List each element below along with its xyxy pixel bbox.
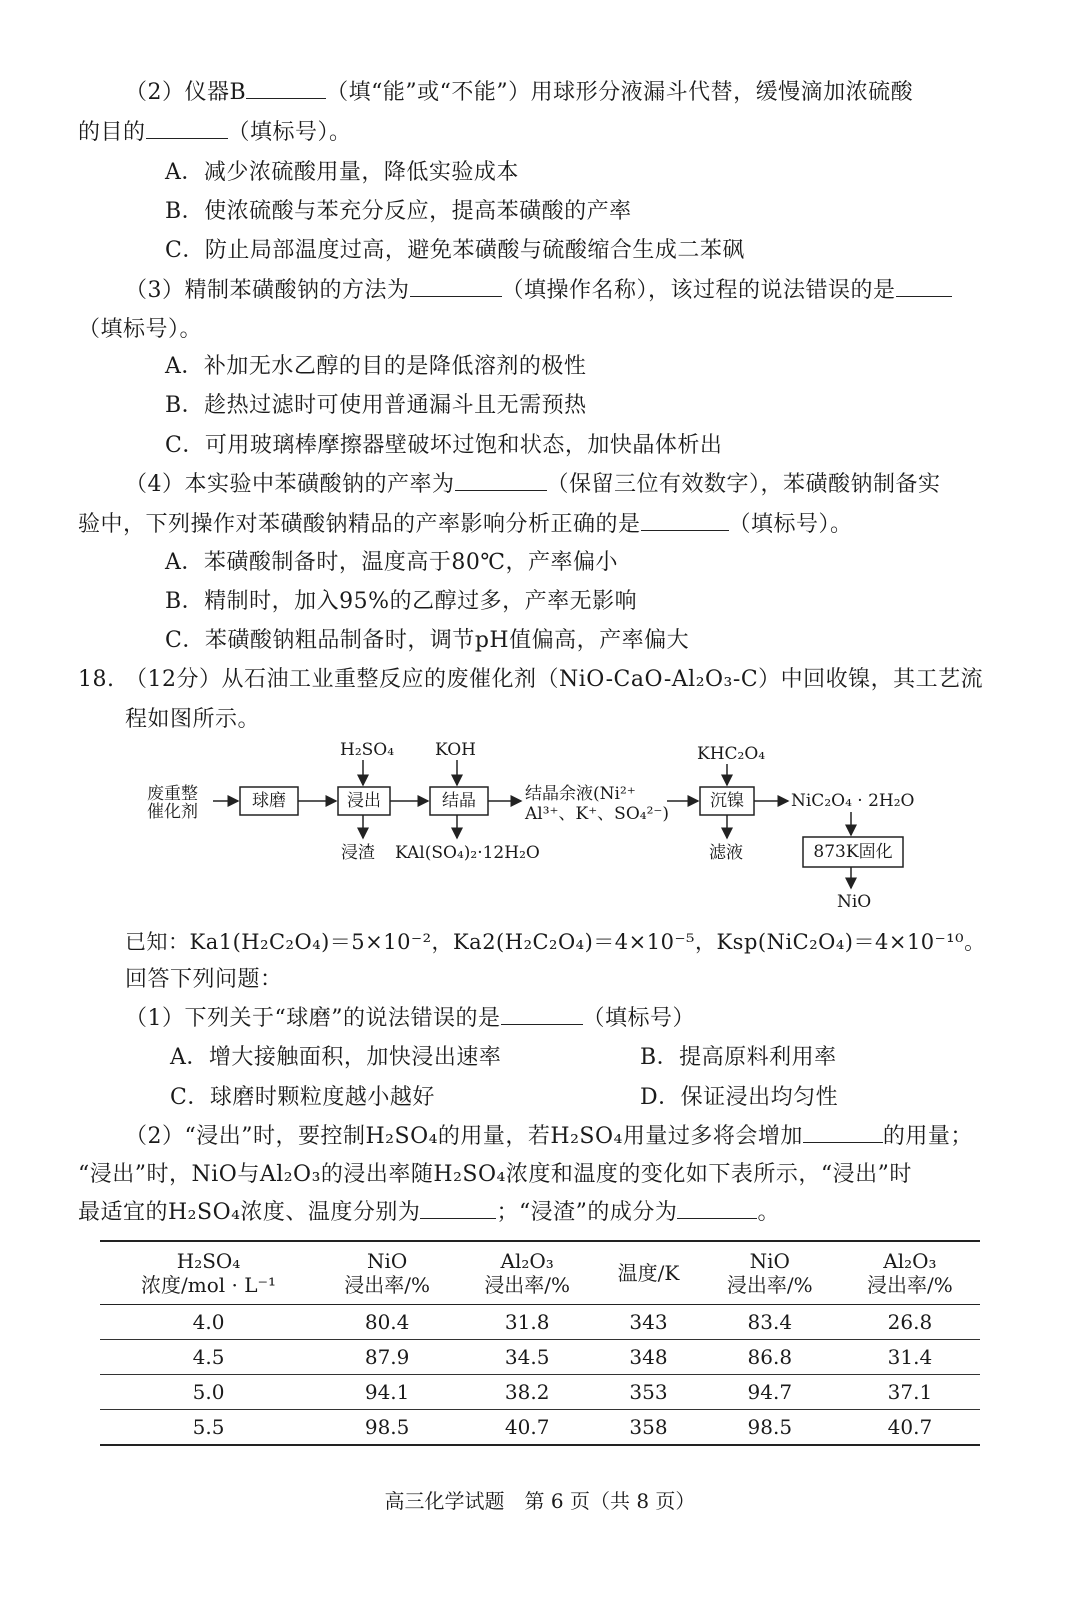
option: D．保证浸出均匀性 xyxy=(640,1085,839,1110)
q18-p1-stem: （1）下列关于“球磨”的说法错误的是 （填标号） xyxy=(125,1006,696,1031)
flow-input-b: 催化剂 xyxy=(147,802,198,822)
reagent-khc2o4: KHC₂O₄ xyxy=(697,744,766,764)
table-row: 4.5 87.9 34.5 348 86.8 31.4 xyxy=(100,1340,980,1375)
header-nio-rate: NiO 浸出率/% xyxy=(344,1249,430,1297)
answer-prompt: 回答下列问题： xyxy=(125,967,283,992)
option: B．提高原料利用率 xyxy=(640,1045,837,1070)
mother-liquor-b: Al³⁺、K⁺、SO₄²⁻) xyxy=(525,804,669,824)
product-nio: NiO xyxy=(837,892,872,912)
answer-blank[interactable] xyxy=(677,1198,757,1219)
option: C．苯磺酸钠粗品制备时，调节pH值偏高，产率偏大 xyxy=(165,628,690,653)
header-acid-concentration: H₂SO₄ 浓度/mol · L⁻¹ xyxy=(141,1249,277,1297)
header-al2o3-rate: Al₂O₃ 浸出率/% xyxy=(867,1249,953,1297)
q17-p2-line1: （2）仪器B （填“能”或“不能”）用球形分液漏斗代替，缓慢滴加浓硫酸 xyxy=(125,80,914,105)
option: A．增大接触面积，加快浸出速率 xyxy=(170,1045,502,1070)
q18-p2-line2: “浸出”时，NiO与Al₂O₃的浸出率随H₂SO₄浓度和温度的变化如下表所示，“浸出”时 xyxy=(78,1162,912,1187)
answer-blank[interactable] xyxy=(246,78,326,99)
option: C．可用玻璃棒摩擦器壁破坏过饱和状态，加快晶体析出 xyxy=(165,433,723,458)
answer-blank[interactable] xyxy=(146,118,228,139)
reagent-h2so4: H₂SO₄ xyxy=(340,740,395,760)
process-flowchart xyxy=(145,740,925,920)
answer-blank[interactable] xyxy=(420,1198,496,1219)
output-residue: 浸渣 xyxy=(341,843,375,863)
product-nickel-oxalate: NiC₂O₄ · 2H₂O xyxy=(791,791,915,811)
answer-blank[interactable] xyxy=(501,1004,583,1025)
answer-blank[interactable] xyxy=(410,276,502,297)
option: A．补加无水乙醇的目的是降低溶剂的极性 xyxy=(165,354,587,379)
q17-p2-line2: 的目的 （填标号）。 xyxy=(78,120,352,145)
q18-intro-line1: （12分）从石油工业重整反应的废催化剂（NiO-CaO-Al₂O₃-C）中回收镍，其工艺流 xyxy=(125,667,984,692)
option: C．防止局部温度过高，避免苯磺酸与硫酸缩合生成二苯砜 xyxy=(165,238,745,263)
reagent-koh: KOH xyxy=(435,740,477,760)
answer-blank[interactable] xyxy=(803,1122,883,1143)
table-header-row xyxy=(100,1241,980,1305)
q18-number: 18. xyxy=(78,667,115,692)
option: B．精制时，加入95%的乙醇过多，产率无影响 xyxy=(165,589,638,614)
flowchart-lines xyxy=(145,740,925,920)
answer-blank[interactable] xyxy=(641,510,729,531)
q18-p2-line3: 最适宜的H₂SO₄浓度、温度分别为 ；“浸渣”的成分为 。 xyxy=(78,1200,780,1225)
answer-blank[interactable] xyxy=(455,470,547,491)
q18-intro-line2: 程如图所示。 xyxy=(125,707,261,732)
option: B．使浓硫酸与苯充分反应，提高苯磺酸的产率 xyxy=(165,199,632,224)
page-footer: 高三化学试题 第 6 页（共 8 页） xyxy=(384,1489,696,1513)
option: C．球磨时颗粒度越小越好 xyxy=(170,1085,435,1110)
box-leach: 浸出 xyxy=(347,791,381,811)
header-al2o3-rate: Al₂O₃ 浸出率/% xyxy=(484,1249,571,1297)
box-solidify: 873K固化 xyxy=(813,842,893,862)
output-filtrate: 滤液 xyxy=(709,843,743,863)
mother-liquor-a: 结晶余液(Ni²⁺ xyxy=(525,784,636,804)
box-crystal: 结晶 xyxy=(442,791,476,811)
table-row: 5.5 98.5 40.7 358 98.5 40.7 xyxy=(100,1410,980,1446)
header-nio-rate: NiO 浸出率/% xyxy=(726,1249,813,1297)
known-constants: 已知：Ka1(H₂C₂O₄)＝5×10⁻²，Ka2(H₂C₂O₄)＝4×10⁻⁵，Ksp(NiC₂O₄)＝4×10⁻¹⁰。 xyxy=(125,930,986,954)
option: A．减少浓硫酸用量，降低实验成本 xyxy=(165,160,519,185)
box-precip: 沉镍 xyxy=(710,791,744,811)
box-grind: 球磨 xyxy=(252,791,286,811)
leaching-rate-table xyxy=(100,1240,980,1446)
option: B．趁热过滤时可使用普通漏斗且无需预热 xyxy=(165,393,587,418)
output-alum: KAl(SO₄)₂·12H₂O xyxy=(395,843,540,863)
q17-p4-line1: （4）本实验中苯磺酸钠的产率为 （保留三位有效数字），苯磺酸钠制备实 xyxy=(125,472,941,497)
option: A．苯磺酸制备时，温度高于80℃，产率偏小 xyxy=(165,550,618,575)
answer-blank[interactable] xyxy=(896,276,952,297)
flow-input-a: 废重整 xyxy=(147,784,198,804)
table-row: 4.0 80.4 31.8 343 83.4 26.8 xyxy=(100,1305,980,1340)
q17-p3-line1: （3）精制苯磺酸钠的方法为 （填操作名称），该过程的说法错误的是 xyxy=(125,276,952,306)
table-row: 5.0 94.1 38.2 353 94.7 37.1 xyxy=(100,1375,980,1410)
header-temperature: 温度/K xyxy=(617,1261,680,1285)
q17-p3-line2: （填标号）。 xyxy=(78,317,203,342)
q17-p4-line2: 验中，下列操作对苯磺酸钠精品的产率影响分析正确的是 （填标号）。 xyxy=(78,512,853,537)
q18-p2-line1: （2）“浸出”时，要控制H₂SO₄的用量，若H₂SO₄用量过多将会增加 的用量； xyxy=(125,1124,973,1149)
